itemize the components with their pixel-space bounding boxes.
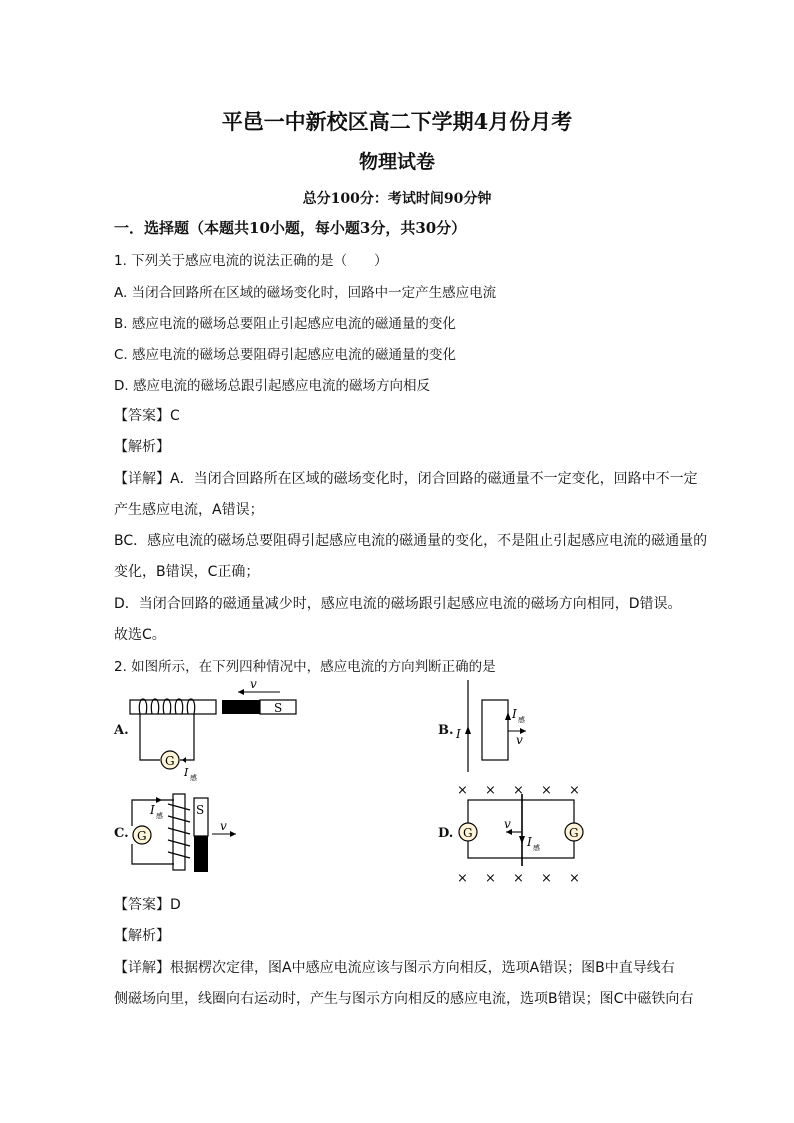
galvanometer-d-left-label: G bbox=[463, 826, 473, 840]
coil-c-current-label: I bbox=[150, 803, 155, 817]
exam-title: 平邑一中新校区高二下学期4月份月考 bbox=[221, 109, 573, 134]
coil-c-current-sub-label: 感 bbox=[156, 812, 163, 820]
exam-info: 总分100分：考试时间90分钟 bbox=[302, 191, 492, 207]
svg-text:×: × bbox=[457, 871, 468, 886]
wire-current-label: I bbox=[456, 727, 461, 741]
q1-detail-line: 变化，B错误，C正确； bbox=[114, 564, 260, 580]
q2-detail-line: 【详解】根据楞次定律，图A中感应电流应该与图示方向相反，选项A错误；图B中直导线右 bbox=[114, 960, 675, 976]
velocity-label: v bbox=[250, 677, 257, 691]
q2-detail-line: 侧磁场向里，线圈向右运动时，产生与图示方向相反的感应电流，选项B错误；图C中磁铁向右 bbox=[114, 991, 694, 1007]
q1-option-d: D. 感应电流的磁场总跟引起感应电流的磁场方向相反 bbox=[114, 378, 430, 394]
figure-d-rails-rod bbox=[452, 780, 592, 886]
svg-text:×: × bbox=[541, 783, 552, 798]
q1-stem: 1. 下列关于感应电流的说法正确的是（ ） bbox=[114, 253, 388, 269]
loop-current-sub-label: 感 bbox=[518, 716, 525, 724]
svg-text:×: × bbox=[485, 783, 496, 798]
svg-text:×: × bbox=[513, 871, 524, 886]
svg-text:×: × bbox=[569, 871, 580, 886]
current-label: I bbox=[184, 766, 189, 779]
rod-velocity-label: v bbox=[504, 817, 511, 831]
section-heading: 一．选择题（本题共10小题，每小题3分，共30分） bbox=[114, 219, 467, 237]
q1-detail-line: 故选C。 bbox=[114, 627, 166, 643]
q1-option-c: C. 感应电流的磁场总要阻碍引起感应电流的磁通量的变化 bbox=[114, 347, 457, 363]
svg-text:×: × bbox=[569, 783, 580, 798]
loop-current-label: I bbox=[512, 707, 517, 721]
svg-text:×: × bbox=[513, 783, 524, 798]
figure-b-wire-loop bbox=[450, 676, 550, 776]
loop-velocity-label: v bbox=[516, 733, 523, 747]
galvanometer-c-label: G bbox=[137, 829, 147, 843]
q1-option-b: B. 感应电流的磁场总要阻止引起感应电流的磁通量的变化 bbox=[114, 316, 456, 332]
svg-text:×: × bbox=[485, 871, 496, 886]
figure-a-coil-magnet bbox=[120, 676, 320, 786]
q1-answer: 【答案】C bbox=[114, 408, 180, 424]
q2-answer: 【答案】D bbox=[114, 897, 181, 913]
figure-b-label: B. bbox=[438, 723, 454, 738]
q1-detail-line: BC．感应电流的磁场总要阻碍引起感应电流的磁通量的变化，不是阻止引起感应电流的磁通量的 bbox=[114, 533, 708, 549]
galvanometer-d-right-label: G bbox=[569, 826, 579, 840]
figure-a-label: A. bbox=[114, 723, 129, 738]
figure-d-label: D. bbox=[438, 826, 454, 841]
q2-analysis: 【解析】 bbox=[114, 928, 170, 944]
current-sub-label: 感 bbox=[190, 774, 197, 782]
magnet-c-s-label: S bbox=[196, 803, 205, 817]
q1-detail-line: 产生感应电流，A错误； bbox=[114, 502, 264, 518]
q1-analysis: 【解析】 bbox=[114, 439, 170, 455]
svg-text:×: × bbox=[457, 783, 468, 798]
q2-stem: 2. 如图所示，在下列四种情况中，感应电流的方向判断正确的是 bbox=[114, 659, 496, 675]
svg-text:×: × bbox=[541, 871, 552, 886]
magnet-c-velocity-label: v bbox=[220, 819, 227, 833]
figure-c-label: C. bbox=[114, 826, 129, 841]
q1-detail-line: D．当闭合回路的磁通量减少时，感应电流的磁场跟引起感应电流的磁场方向相同，D错误。 bbox=[114, 596, 682, 612]
rod-current-label: I bbox=[527, 835, 532, 849]
magnet-s-label: S bbox=[274, 701, 283, 715]
figure-c-coil-magnet bbox=[128, 790, 248, 874]
exam-subtitle: 物理试卷 bbox=[358, 151, 435, 173]
galvanometer-label: G bbox=[165, 754, 175, 768]
q1-option-a: A. 当闭合回路所在区域的磁场变化时，回路中一定产生感应电流 bbox=[114, 285, 497, 301]
q1-detail-line: 【详解】A．当闭合回路所在区域的磁场变化时，闭合回路的磁通量不一定变化，回路中不一定 bbox=[114, 471, 698, 487]
rod-current-sub-label: 感 bbox=[533, 844, 540, 852]
